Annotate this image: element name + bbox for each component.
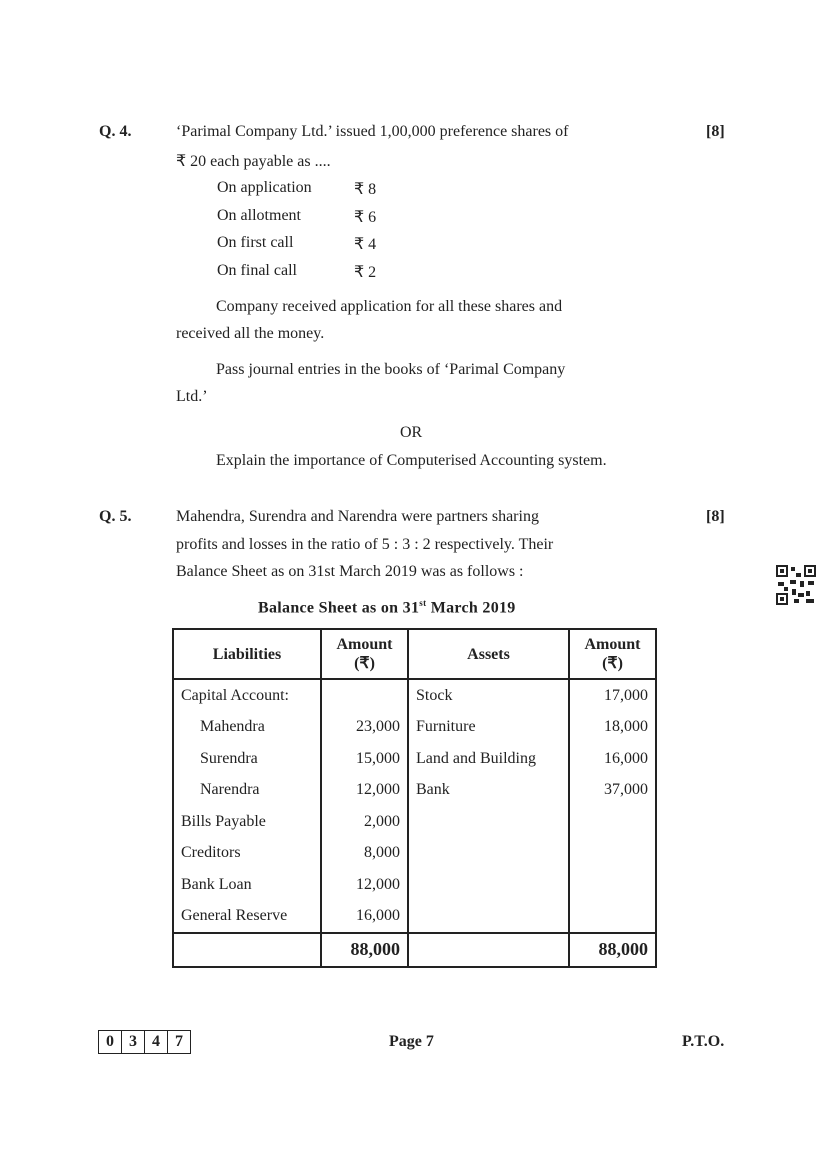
liability-amount: 8,000 — [321, 838, 408, 870]
header-amount — [321, 629, 408, 679]
rupee-label: (₹) — [354, 655, 375, 672]
asset-name: Bank — [408, 775, 569, 807]
rupee-label: (₹) — [602, 655, 623, 672]
liability-amount — [321, 679, 408, 712]
table-row — [173, 679, 656, 712]
asset-amount — [569, 806, 656, 838]
installment-amount: ₹ 8 — [354, 181, 377, 198]
asset-name: Furniture — [408, 712, 569, 744]
q4-number: Q. 4. — [99, 123, 132, 140]
liability-amount: 16,000 — [321, 901, 408, 934]
q4-para1-line2: received all the money. — [176, 325, 325, 342]
q4-line2: ₹ 20 each payable as .... — [176, 153, 331, 170]
paper-code — [98, 1030, 190, 1054]
table-row — [173, 838, 656, 870]
empty-cell — [408, 933, 569, 967]
installment-label: On final call — [217, 261, 297, 279]
total-assets: 88,000 — [569, 933, 656, 967]
asset-amount: 16,000 — [569, 743, 656, 775]
liability-name: Surendra — [173, 743, 321, 775]
code-digit: 4 — [144, 1030, 168, 1054]
table-row — [173, 869, 656, 901]
liability-amount: 2,000 — [321, 806, 408, 838]
empty-cell — [173, 933, 321, 967]
installment-amount: ₹ 6 — [354, 208, 377, 226]
asset-name — [408, 869, 569, 901]
installment-amount: ₹ 2 — [354, 263, 377, 281]
liability-amount: 23,000 — [321, 712, 408, 744]
asset-name: Land and Building — [408, 743, 569, 775]
code-digit: 0 — [98, 1030, 122, 1054]
table-row — [173, 743, 656, 775]
q5-line3: Balance Sheet as on 31st March 2019 was as follows : — [176, 563, 524, 580]
installment-label: On first call — [217, 234, 294, 251]
asset-name — [408, 838, 569, 870]
q4-line1: ‘Parimal Company Ltd.’ issued 1,00,000 preference shares of — [176, 123, 569, 140]
or-separator: OR — [400, 424, 423, 441]
liability-amount: 12,000 — [321, 869, 408, 901]
asset-name — [408, 901, 569, 934]
liability-name: Capital Account: — [173, 679, 321, 712]
asset-amount: 18,000 — [569, 712, 656, 744]
qr-code-icon — [776, 565, 816, 605]
page-number: Page 7 — [389, 1033, 434, 1050]
amount-label: Amount — [336, 636, 393, 653]
header-amount — [569, 629, 656, 679]
table-row — [173, 775, 656, 807]
total-row — [173, 933, 656, 967]
q4-marks: [8] — [706, 123, 725, 140]
title-text: Balance Sheet as on 31 — [258, 599, 420, 617]
liability-name: Bills Payable — [173, 806, 321, 838]
installment-label: On application — [217, 179, 312, 196]
liability-name: Creditors — [173, 838, 321, 870]
liability-name: Mahendra — [173, 712, 321, 744]
header-assets: Assets — [408, 629, 569, 679]
liability-name: General Reserve — [173, 901, 321, 934]
liability-amount: 12,000 — [321, 775, 408, 807]
code-digit: 7 — [167, 1030, 191, 1054]
q4-para1-line1: Company received application for all these shares and — [216, 298, 563, 315]
installment-amount: ₹ 4 — [354, 236, 377, 253]
pto-label: P.T.O. — [682, 1033, 725, 1050]
amount-label: Amount — [584, 636, 641, 653]
q4-alt-question: Explain the importance of Computerised Accounting system. — [216, 452, 607, 469]
balance-sheet-table — [172, 628, 657, 968]
q4-para2-line1: Pass journal entries in the books of ‘Parimal Company — [216, 361, 566, 378]
total-liabilities: 88,000 — [321, 933, 408, 967]
code-digit: 3 — [121, 1030, 145, 1054]
asset-amount — [569, 901, 656, 934]
liability-name: Narendra — [173, 775, 321, 807]
asset-amount — [569, 869, 656, 901]
liability-name: Bank Loan — [173, 869, 321, 901]
title-end: March 2019 — [426, 599, 516, 617]
q5-marks: [8] — [706, 508, 725, 525]
q5-line1: Mahendra, Surendra and Narendra were partners sharing — [176, 508, 539, 525]
asset-name: Stock — [408, 679, 569, 712]
table-row — [173, 901, 656, 934]
q5-line2: profits and losses in the ratio of 5 : 3 : 2 respectively. Their — [176, 536, 554, 553]
q4-para2-line2: Ltd.’ — [176, 388, 208, 405]
asset-amount — [569, 838, 656, 870]
q5-number: Q. 5. — [99, 508, 132, 525]
balance-sheet-title — [258, 598, 516, 617]
asset-amount: 17,000 — [569, 679, 656, 712]
title-sup: st — [419, 598, 427, 608]
header-liabilities: Liabilities — [173, 629, 321, 679]
liability-amount: 15,000 — [321, 743, 408, 775]
asset-name — [408, 806, 569, 838]
table-row — [173, 806, 656, 838]
asset-amount: 37,000 — [569, 775, 656, 807]
installment-label: On allotment — [217, 206, 301, 224]
table-row — [173, 712, 656, 744]
